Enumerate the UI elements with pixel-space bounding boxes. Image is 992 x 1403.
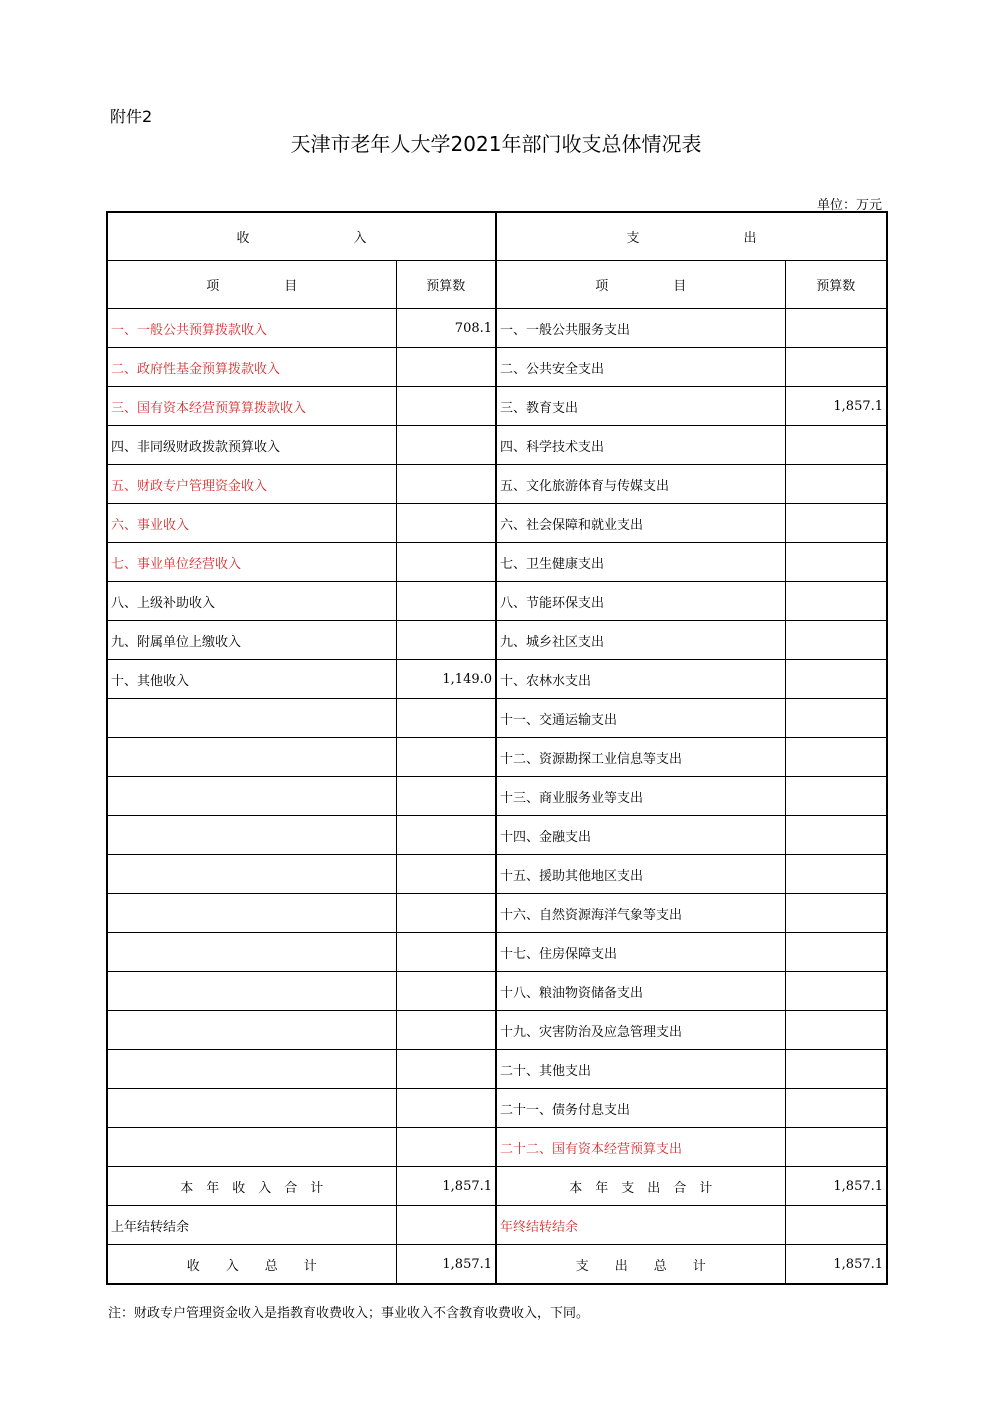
income-budget-value [396, 348, 496, 387]
expense-item: 一、一般公共服务支出 [496, 309, 785, 348]
table-row [107, 1050, 887, 1089]
income-budget-value [396, 972, 496, 1011]
income-budget-value [396, 426, 496, 465]
table-row [107, 1011, 887, 1050]
table-row [107, 699, 887, 738]
income-item [107, 855, 396, 894]
expense-budget-value [785, 777, 887, 816]
budget-table [106, 211, 888, 1285]
income-item [107, 777, 396, 816]
table-row [107, 1089, 887, 1128]
table-row [107, 543, 887, 582]
table-row [107, 816, 887, 855]
table-row [107, 972, 887, 1011]
income-item [107, 972, 396, 1011]
header-row-sections [107, 212, 887, 261]
expense-budget-value [785, 1050, 887, 1089]
table-row [107, 660, 887, 699]
expense-budget-value [785, 582, 887, 621]
expense-grand-total-value: 1,857.1 [785, 1245, 887, 1285]
expense-item: 十六、自然资源海洋气象等支出 [496, 894, 785, 933]
income-budget-value [396, 621, 496, 660]
income-grand-total-label: 收 入 总 计 [107, 1245, 396, 1285]
income-item: 四、非同级财政拨款预算收入 [107, 426, 396, 465]
income-item [107, 1050, 396, 1089]
expense-budget-value: 1,857.1 [785, 387, 887, 426]
expense-item-header: 项 目 [496, 261, 785, 309]
income-year-total-value: 1,857.1 [396, 1167, 496, 1206]
income-item: 五、财政专户管理资金收入 [107, 465, 396, 504]
expense-budget-value [785, 972, 887, 1011]
expense-item: 十一、交通运输支出 [496, 699, 785, 738]
income-budget-value [396, 777, 496, 816]
expense-item: 二十、其他支出 [496, 1050, 785, 1089]
expense-item: 十四、金融支出 [496, 816, 785, 855]
expense-budget-value [785, 543, 887, 582]
income-item [107, 1089, 396, 1128]
expense-budget-value [785, 855, 887, 894]
expense-item: 六、社会保障和就业支出 [496, 504, 785, 543]
expense-budget-value [785, 504, 887, 543]
expense-item: 五、文化旅游体育与传媒支出 [496, 465, 785, 504]
expense-budget-value [785, 738, 887, 777]
expense-item: 三、教育支出 [496, 387, 785, 426]
expense-budget-value [785, 816, 887, 855]
table-row [107, 348, 887, 387]
expense-budget-value [785, 309, 887, 348]
income-section-header: 收 入 [107, 212, 496, 261]
expense-item: 十八、粮油物资储备支出 [496, 972, 785, 1011]
expense-year-total-value: 1,857.1 [785, 1167, 887, 1206]
income-budget-value: 708.1 [396, 309, 496, 348]
table-row [107, 465, 887, 504]
expense-budget-value [785, 465, 887, 504]
income-item: 二、政府性基金预算拨款收入 [107, 348, 396, 387]
expense-budget-value [785, 1011, 887, 1050]
expense-budget-value [785, 1089, 887, 1128]
table-row [107, 738, 887, 777]
expense-budget-value [785, 1128, 887, 1167]
expense-budget-value [785, 348, 887, 387]
income-item: 一、一般公共预算拨款收入 [107, 309, 396, 348]
table-row [107, 855, 887, 894]
total-row [107, 1245, 887, 1285]
expense-budget-header: 预算数 [785, 261, 887, 309]
expense-item: 二十二、国有资本经营预算支出 [496, 1128, 785, 1167]
unit-label: 单位：万元 [816, 198, 882, 213]
expense-item: 十七、住房保障支出 [496, 933, 785, 972]
expense-item: 二、公共安全支出 [496, 348, 785, 387]
table-row [107, 777, 887, 816]
expense-item: 十、农林水支出 [496, 660, 785, 699]
income-budget-value [396, 1089, 496, 1128]
footnote: 注：财政专户管理资金收入是指教育收费收入；事业收入不含教育收费收入，下同。 [108, 1306, 590, 1321]
table-row [107, 504, 887, 543]
expense-item: 四、科学技术支出 [496, 426, 785, 465]
expense-budget-value [785, 660, 887, 699]
income-item: 三、国有资本经营预算算拨款收入 [107, 387, 396, 426]
expense-item: 七、卫生健康支出 [496, 543, 785, 582]
expense-grand-total-label: 支 出 总 计 [496, 1245, 785, 1285]
expense-budget-value [785, 621, 887, 660]
income-item [107, 1128, 396, 1167]
total-row [107, 1167, 887, 1206]
income-budget-header: 预算数 [396, 261, 496, 309]
income-item [107, 894, 396, 933]
expense-budget-value [785, 894, 887, 933]
table-row [107, 933, 887, 972]
income-item-header: 项 目 [107, 261, 396, 309]
income-budget-value: 1,149.0 [396, 660, 496, 699]
income-budget-value [396, 465, 496, 504]
income-budget-value [396, 582, 496, 621]
income-budget-value [396, 387, 496, 426]
carry-out-label: 年终结转结余 [496, 1206, 785, 1245]
income-item: 十、其他收入 [107, 660, 396, 699]
income-budget-value [396, 816, 496, 855]
income-budget-value [396, 894, 496, 933]
income-budget-value [396, 933, 496, 972]
expense-item: 十三、商业服务业等支出 [496, 777, 785, 816]
income-item [107, 816, 396, 855]
attachment-label: 附件2 [110, 107, 153, 126]
income-item [107, 699, 396, 738]
income-budget-value [396, 699, 496, 738]
total-row [107, 1206, 887, 1245]
expense-year-total-label: 本 年 支 出 合 计 [496, 1167, 785, 1206]
expense-item: 二十一、债务付息支出 [496, 1089, 785, 1128]
income-grand-total-value: 1,857.1 [396, 1245, 496, 1285]
income-item [107, 738, 396, 777]
income-item [107, 933, 396, 972]
income-year-total-label: 本 年 收 入 合 计 [107, 1167, 396, 1206]
expense-item: 十二、资源勘探工业信息等支出 [496, 738, 785, 777]
income-item: 六、事业收入 [107, 504, 396, 543]
page-title: 天津市老年人大学2021年部门收支总体情况表 [290, 132, 702, 156]
expense-budget-value [785, 699, 887, 738]
expense-budget-value [785, 426, 887, 465]
table-row [107, 894, 887, 933]
income-budget-value [396, 504, 496, 543]
expense-item: 十九、灾害防治及应急管理支出 [496, 1011, 785, 1050]
income-budget-value [396, 1128, 496, 1167]
income-item: 八、上级补助收入 [107, 582, 396, 621]
carry-out-value [785, 1206, 887, 1245]
table-row [107, 621, 887, 660]
carry-in-label: 上年结转结余 [107, 1206, 396, 1245]
income-budget-value [396, 1050, 496, 1089]
income-budget-value [396, 1011, 496, 1050]
expense-section-header: 支 出 [496, 212, 887, 261]
table-row [107, 426, 887, 465]
table-row [107, 387, 887, 426]
expense-budget-value [785, 933, 887, 972]
expense-item: 八、节能环保支出 [496, 582, 785, 621]
income-item [107, 1011, 396, 1050]
expense-item: 九、城乡社区支出 [496, 621, 785, 660]
table-row [107, 1128, 887, 1167]
table-row [107, 309, 887, 348]
header-row-columns [107, 261, 887, 309]
income-item: 七、事业单位经营收入 [107, 543, 396, 582]
table-row [107, 582, 887, 621]
income-budget-value [396, 543, 496, 582]
income-budget-value [396, 738, 496, 777]
carry-in-value [396, 1206, 496, 1245]
income-budget-value [396, 855, 496, 894]
expense-item: 十五、援助其他地区支出 [496, 855, 785, 894]
income-item: 九、附属单位上缴收入 [107, 621, 396, 660]
